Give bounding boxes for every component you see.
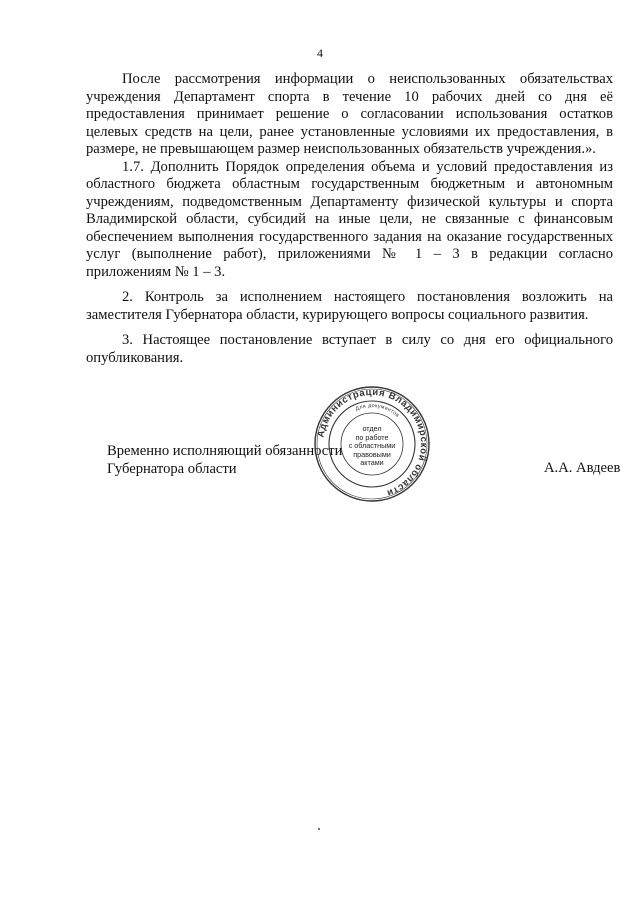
signer-position-line-2: Губернатора области: [107, 460, 237, 477]
signature-block: [107, 443, 342, 478]
stamp-center-line: с областными: [348, 441, 396, 451]
stamp-center-line: по работе: [355, 432, 389, 442]
paragraph-3: 3. Настоящее постановление вступает в силу со дня его официального опубликования.: [86, 332, 613, 366]
signer-name: А.А. Авдеев: [544, 460, 621, 476]
paragraph-1: После рассмотрения информации о неиспользованных обязательствах учреждения Департамент спорта в течение 10 рабочих дней со дня её предоставления принимает решение о согласовании использования остатков целевых средств на цели, ранее установленные условиями их предоставления, в размере, не превышающем размер неиспользованных обязательств учреждения.».: [86, 71, 613, 157]
signer-position-line-1: Временно исполняющий обязанности: [107, 443, 343, 459]
paragraph-1-7: 1.7. Дополнить Порядок определения объема и условий предоставления из областного бюджета областным государственным бюджетным и автономным учреждениям, подведомственным Департаменту физической культуры и спорта Владимирской области, субсидий на иные цели, не связанные с финансовым обеспечением выполнения государственного задания на оказание государственных услуг (выполнение работ), приложениями № 1 – 3 в редакции согласно приложениям № 1 – 3.: [86, 158, 613, 280]
stamp-ring-text: Администрация Владимирской области: [315, 386, 430, 499]
document-body: [86, 71, 613, 367]
official-stamp: [313, 385, 431, 503]
stamp-center-line: актами: [360, 458, 384, 468]
stamp-center-line: правовыми: [353, 449, 391, 459]
svg-text:Для документов: [355, 403, 401, 419]
stamp-center-text: [313, 425, 431, 468]
paragraph-2: 2. Контроль за исполнением настоящего постановления возложить на заместителя Губернатора области, курирующего вопросы социального развития.: [86, 289, 613, 323]
stamp-center-line: отдел: [362, 424, 382, 433]
scan-dot-mark: [318, 828, 320, 830]
stamp-inner-ring-text: Для документов: [354, 402, 401, 419]
page-number: 4: [317, 46, 323, 60]
